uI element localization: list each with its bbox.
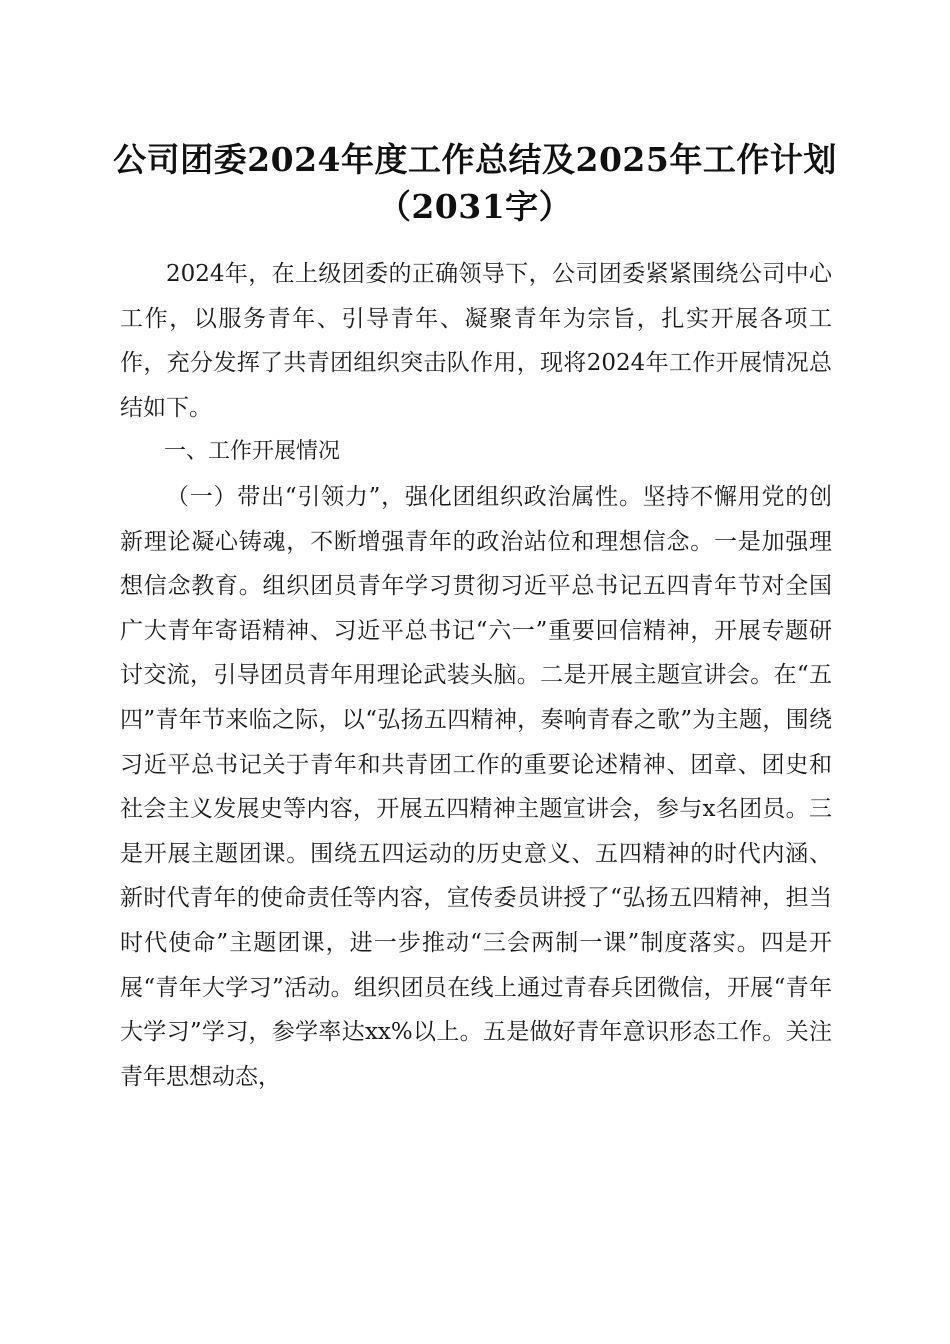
- section-paragraph: （一）带出“引领力”，强化团组织政治属性。坚持不懈用党的创新理论凝心铸魂，不断增强青年的政治站位和理想信念。一是加强理想信念教育。组织团员青年学习贯彻习近平总书记五四青年节对全国广大青年寄语精神、习近平总书记“六一”重要回信精神，开展专题研讨交流，引导团员青年用理论武装头脑。二是开展主题宣讲会。在“五四”青年节来临之际，以“弘扬五四精神，奏响青春之歌”为主题，围绕习近平总书记关于青年和共青团工作的重要论述精神、团章、团史和社会主义发展史等内容，开展五四精神主题宣讲会，参与x名团员。三是开展主题团课。围绕五四运动的历史意义、五四精神的时代内涵、新时代青年的使命责任等内容，宣传委员讲授了“弘扬五四精神，担当时代使命”主题团课，进一步推动“三会两制一课”制度落实。四是开展“青年大学习”活动。组织团员在线上通过青春兵团微信，开展“青年大学习”学习，参学率达xx%以上。五是做好青年意识形态工作。关注青年思想动态，: [120, 483, 832, 1090]
- intro-paragraph: 2024年，在上级团委的正确领导下，公司团委紧紧围绕公司中心工作，以服务青年、引导青年、凝聚青年为宗旨，扎实开展各项工作，充分发挥了共青团组织突击队作用，现将2024年工作开展情况总结如下。: [120, 261, 832, 421]
- section-heading: 一、工作开展情况: [164, 439, 341, 465]
- document-title: 公司团委2024年度工作总结及2025年工作计划（2031字）: [113, 140, 837, 226]
- document-body: [120, 252, 832, 1099]
